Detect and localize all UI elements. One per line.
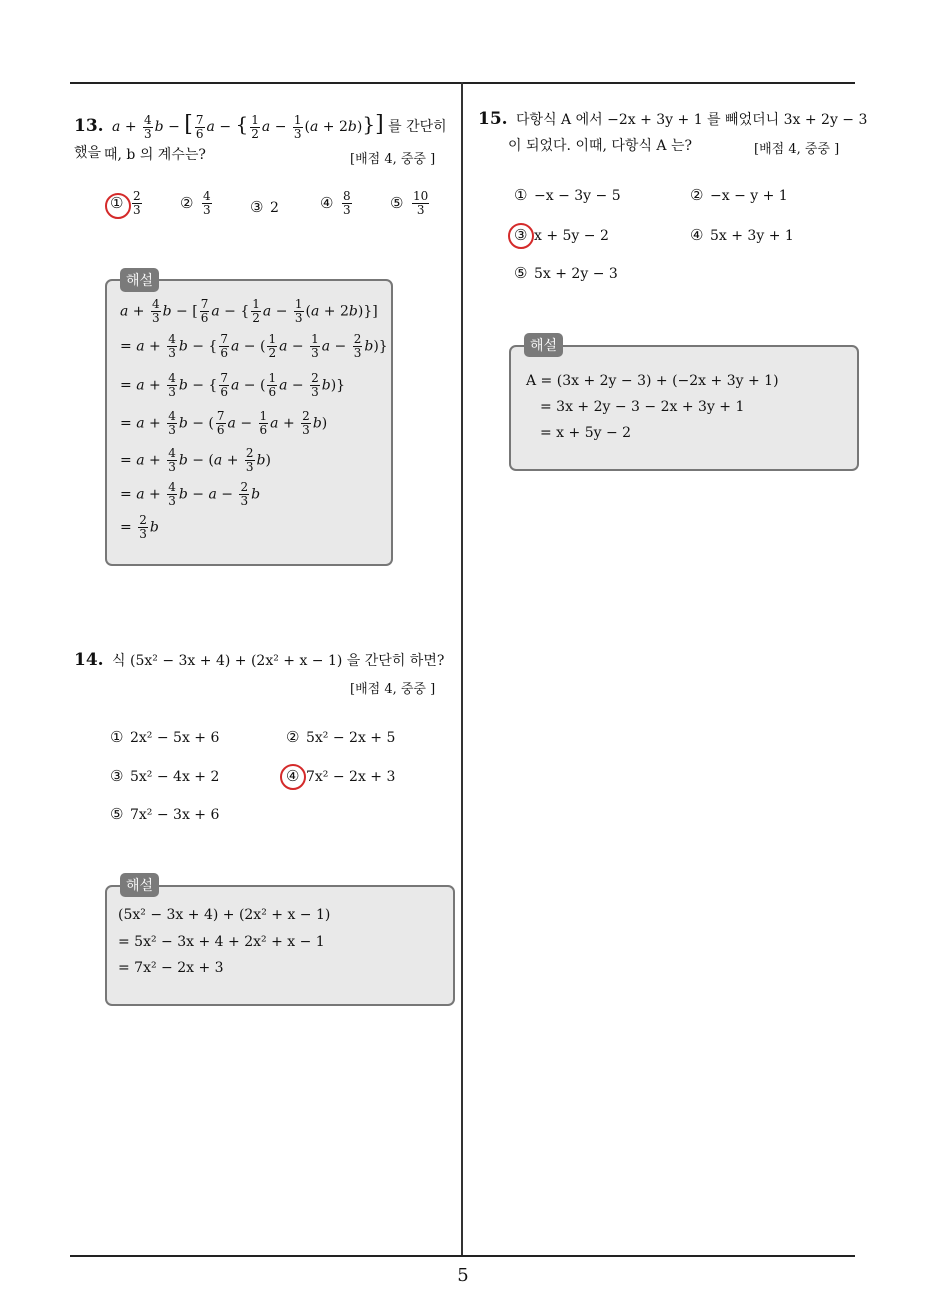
question-14-meta: [배점 4, 중중 ] [350,682,436,697]
solution-line: = x + 5y − 2 [540,425,632,441]
bottom-rule [70,1255,855,1257]
answer-mark-circle [280,764,306,790]
q15-choice-5[interactable]: ⑤ 5x + 2y − 3 [514,264,618,282]
solution-line: = a + $\frac{4}{3}$ b − { $\frac{7}{6}$ a − ( $\frac{1}{6}$ a − $\frac{2}{3}$ b)} [120,371,346,399]
q14-choice-1[interactable]: ① 2x² − 5x + 6 [110,728,220,746]
column-divider [461,82,463,1257]
question-15-line2: 이 되었다. 이때, 다항식 A 는? [508,138,693,154]
q13-choice-3[interactable]: ③ 2 [250,198,279,216]
question-15-stem: 다항식 A 에서 −2x + 3y + 1 를 빼었더니 3x + 2y − 3 [516,112,868,128]
question-13-line2: 때, b 의 계수는? [104,147,206,163]
q14-choice-3[interactable]: ③ 5x² − 4x + 2 [110,767,220,785]
q13-choice-1[interactable]: ① $\frac{2}{3}$ [110,189,141,217]
question-13-stem: 를 간단히 했을 [74,119,447,161]
solution-line: = a + $\frac{4}{3}$ b − a − $\frac{2}{3}$ b [120,480,261,508]
answer-mark-circle [508,223,534,249]
solution-line: = a + $\frac{4}{3}$ b − (a + $\frac{2}{3}$ b) [120,446,271,474]
solution-line: a + $\frac{4}{3}$ b − [ $\frac{7}{6}$ a − { $\frac{1}{2}$ a − $\frac{1}{3}$ (a + 2b)}] [120,297,378,325]
q14-choice-4[interactable]: ④ 7x² − 2x + 3 [286,767,396,785]
solution-line: = a + $\frac{4}{3}$ b − { $\frac{7}{6}$ a − ( $\frac{1}{2}$ a − $\frac{1}{3}$ a − $\frac{2}{3}$ b)} [120,332,388,360]
question-14 [74,648,444,673]
solution-line: (5x² − 3x + 4) + (2x² + x − 1) [118,907,331,923]
solution-line: = 7x² − 2x + 3 [118,960,224,976]
q13-choice-4[interactable]: ④ $\frac{8}{3}$ [320,189,351,217]
solution-line: = 3x + 2y − 3 − 2x + 3y + 1 [540,399,745,415]
question-13-meta: [배점 4, 중중 ] [350,152,436,167]
q14-choice-2[interactable]: ② 5x² − 2x + 5 [286,728,396,746]
solution-line: A = (3x + 2y − 3) + (−2x + 3y + 1) [526,373,779,389]
solution-line: = a + $\frac{4}{3}$ b − ( $\frac{7}{6}$ a − $\frac{1}{6}$ a + $\frac{2}{3}$ b) [120,409,328,437]
question-15-meta: [배점 4, 중중 ] [754,142,840,157]
question-number: 13. [74,116,104,136]
q13-choice-5[interactable]: ⑤ $\frac{10}{3}$ [390,189,429,217]
solution-line: = 5x² − 3x + 4 + 2x² + x − 1 [118,934,325,950]
question-number: 15. [478,109,508,129]
q15-choice-4[interactable]: ④ 5x + 3y + 1 [690,226,794,244]
solution-tag: 해설 [524,333,563,357]
question-number: 14. [74,650,104,670]
q15-choice-2[interactable]: ② −x − y + 1 [690,186,788,204]
q13-choice-2[interactable]: ② $\frac{4}{3}$ [180,189,211,217]
q15-choice-1[interactable]: ① −x − 3y − 5 [514,186,621,204]
question-15 [478,107,867,132]
q14-choice-5[interactable]: ⑤ 7x² − 3x + 6 [110,805,220,823]
answer-mark-circle [105,193,131,219]
q15-choice-3[interactable]: ③ x + 5y − 2 [514,226,609,244]
solution-tag: 해설 [120,873,159,897]
page-number: 5 [457,1265,469,1286]
question-14-stem: 식 (5x² − 3x + 4) + (2x² + x − 1) 을 간단히 하면? [112,653,445,669]
question-13-expression: a + $\frac{4}{3}$ b − [ $\frac{7}{6}$ a − { $\frac{1}{2}$ a − $\frac{1}{3}$ (a + 2b)}] [112,112,384,141]
solution-line: = $\frac{2}{3}$ b [120,513,159,541]
solution-tag: 해설 [120,268,159,292]
